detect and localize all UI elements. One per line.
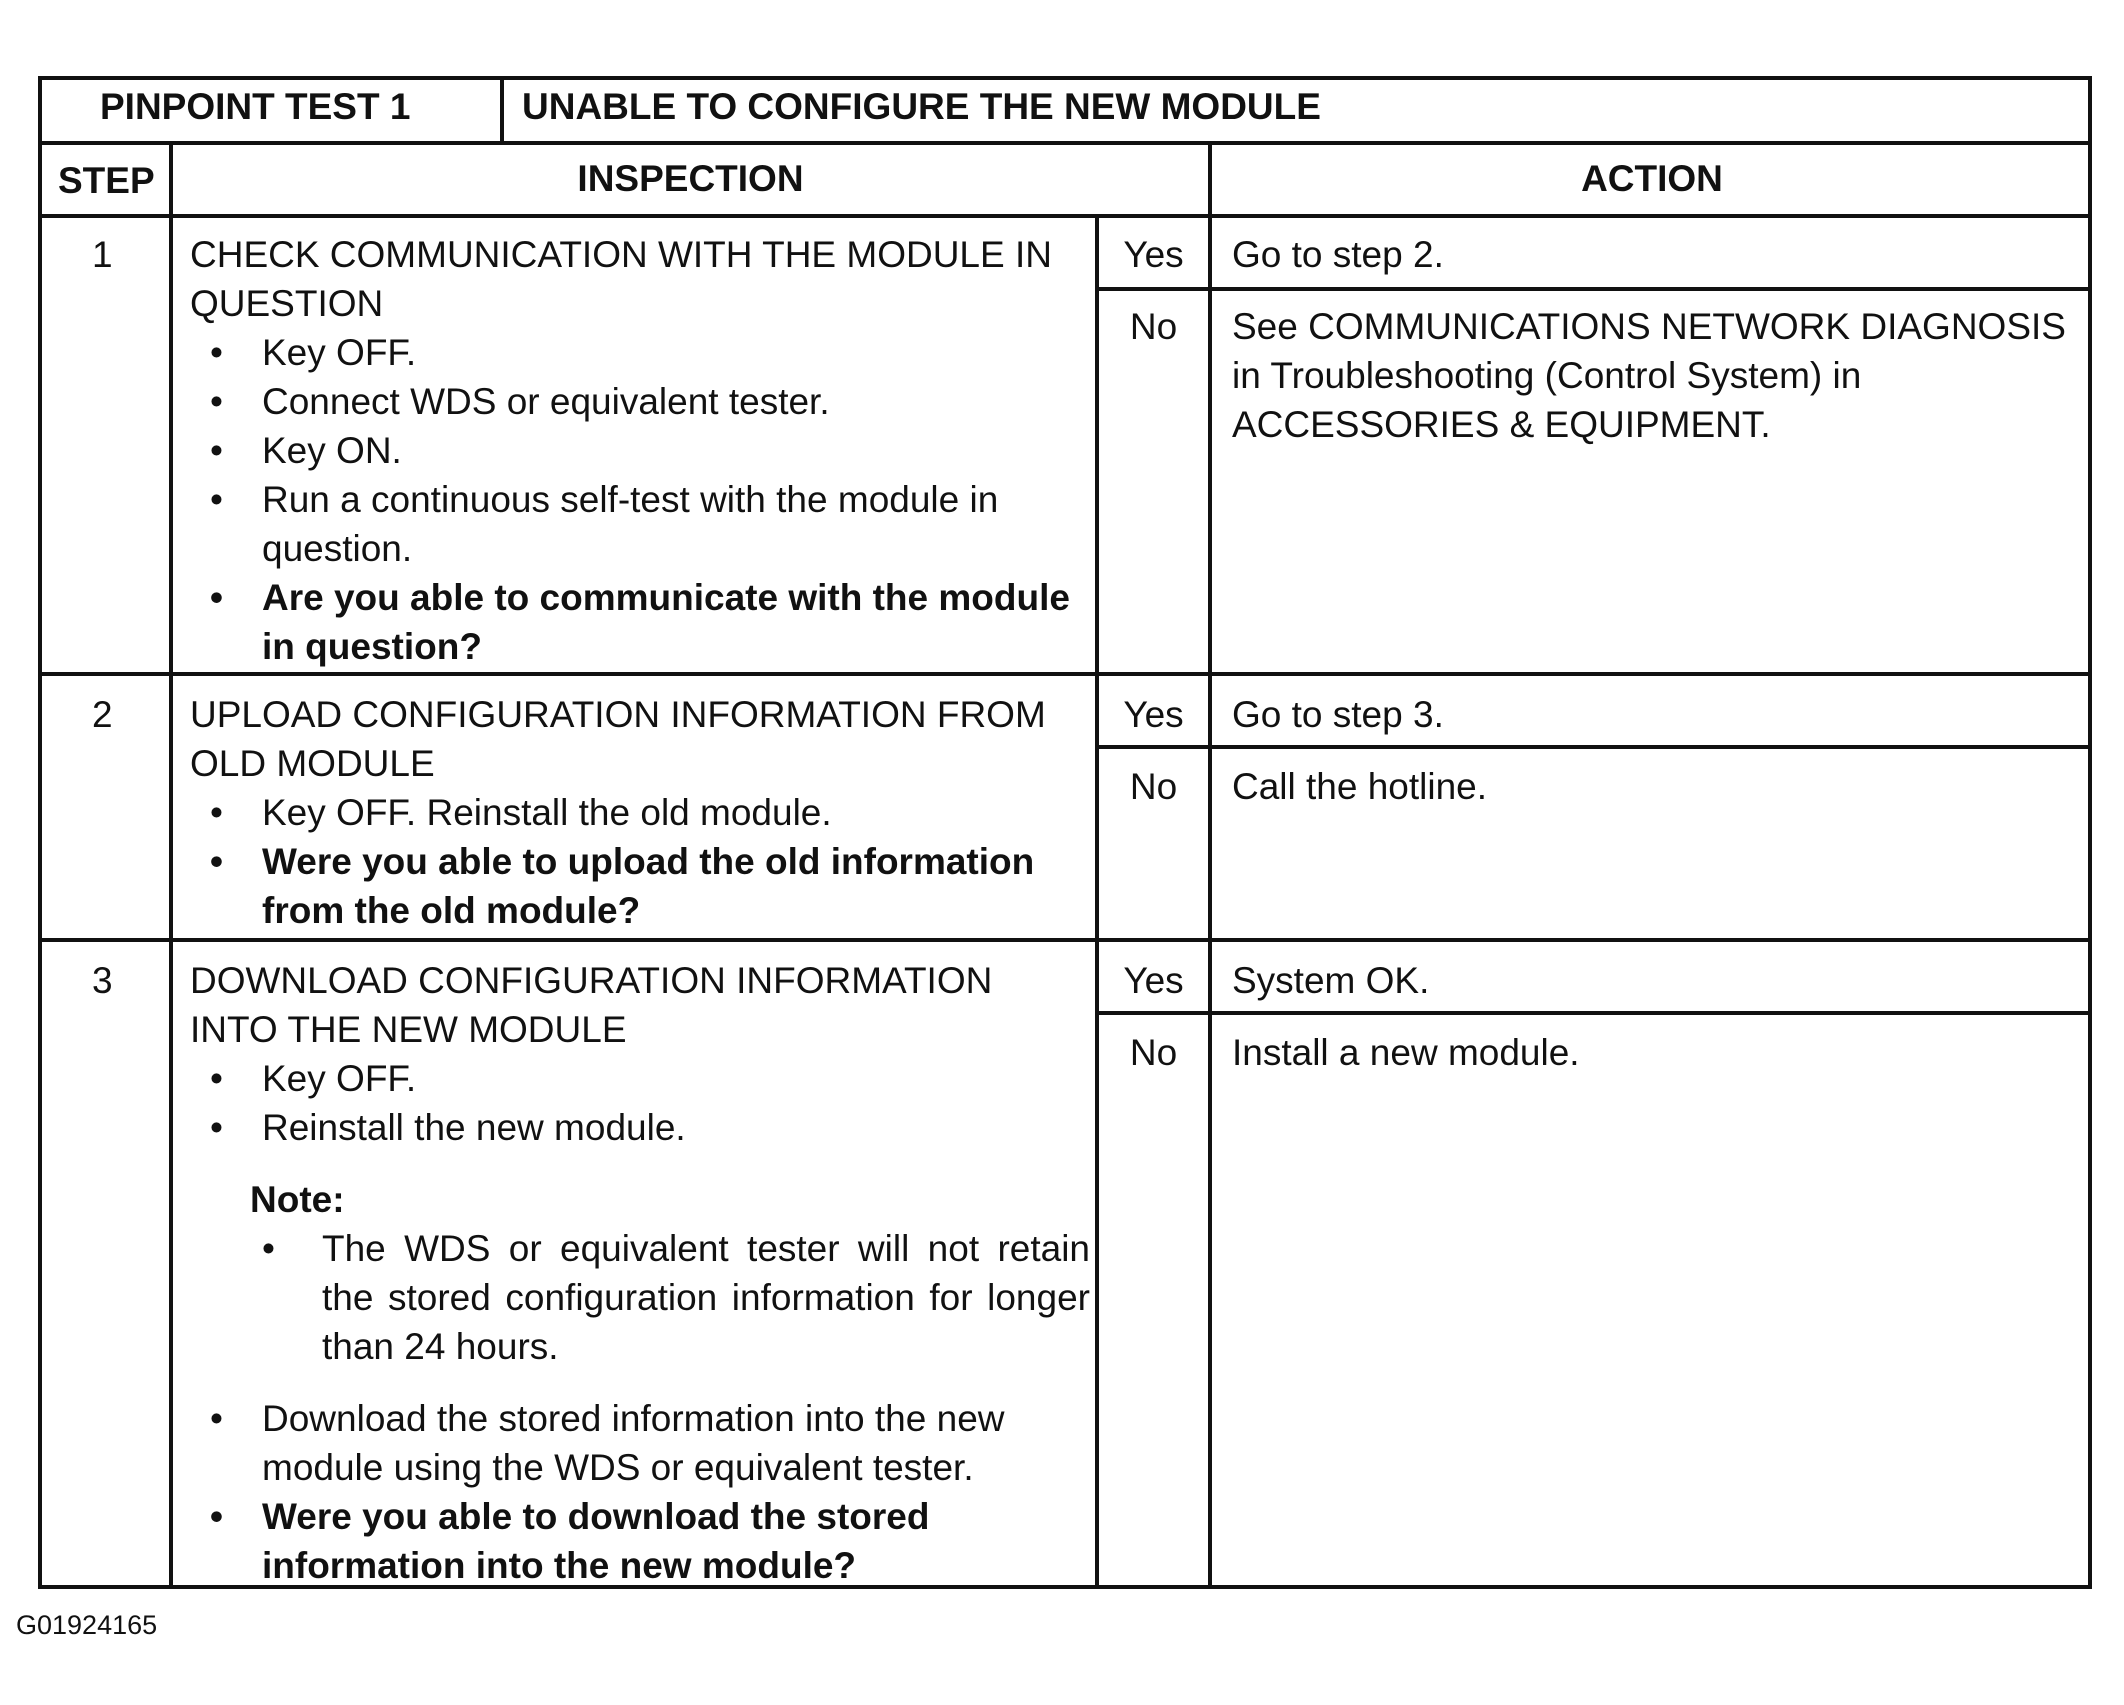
step-number: 3 (92, 960, 113, 1001)
figure-id: G01924165 (16, 1610, 158, 1640)
yes-action: Go to step 2. (1232, 234, 1444, 275)
step-inspection (190, 230, 1090, 671)
step-title: DOWNLOAD CONFIGURATION INFORMATION INTO THE NEW MODULE (190, 960, 993, 1050)
column-header-action: ACTION (1581, 158, 1723, 199)
step-inspection (190, 956, 1090, 1590)
list-item: • Key ON. (210, 430, 402, 471)
divider (1098, 1011, 2092, 1015)
note-item: • The WDS or equivalent tester will not retain the stored configuration information for longer than 24 hours. (262, 1228, 1090, 1367)
list-item: • Reinstall the new module. (210, 1107, 686, 1148)
column-header-inspection: INSPECTION (577, 158, 804, 199)
no-action-prefix: See (1232, 306, 1298, 347)
list-item: • Key OFF. (210, 332, 417, 373)
divider (1095, 214, 1099, 1589)
step-number: 2 (92, 694, 113, 735)
divider (38, 214, 2092, 218)
no-label: No (1129, 306, 1178, 347)
no-label: No (1129, 1032, 1178, 1073)
yes-label: Yes (1123, 234, 1184, 275)
yes-action: Go to step 3. (1232, 694, 1444, 735)
no-action: Call the hotline. (1232, 766, 1488, 807)
yes-label: Yes (1123, 694, 1184, 735)
divider (1098, 745, 2092, 749)
list-item: • Were you able to upload the old information from the old module? (210, 841, 1035, 931)
list-item: • Key OFF. Reinstall the old module. (210, 792, 832, 833)
no-action: Install a new module. (1232, 1032, 1580, 1073)
list-item: • Were you able to download the stored information into the new module? (210, 1496, 930, 1586)
step-inspection (190, 690, 1090, 935)
list-item: • Are you able to communicate with the module in question? (210, 577, 1070, 667)
list-item: • Download the stored information into the new module using the WDS or equivalent tester. (210, 1398, 1005, 1488)
no-label: No (1129, 766, 1178, 807)
yes-action: System OK. (1232, 960, 1430, 1001)
divider (38, 938, 2092, 942)
test-label: PINPOINT TEST 1 (100, 86, 411, 127)
step-title: UPLOAD CONFIGURATION INFORMATION FROM OLD MODULE (190, 694, 1046, 784)
column-header-step: STEP (58, 160, 155, 201)
step-number: 1 (92, 234, 113, 275)
no-action-suffix: in Troubleshooting (Control System) in ACCESSORIES & EQUIPMENT. (1232, 355, 1862, 445)
divider (1098, 287, 2092, 291)
list-item: • Connect WDS or equivalent tester. (210, 381, 830, 422)
yes-label: Yes (1123, 960, 1184, 1001)
note-block (250, 1175, 1090, 1371)
divider (38, 141, 2092, 145)
divider (38, 672, 2092, 676)
step-title: CHECK COMMUNICATION WITH THE MODULE IN QUESTION (190, 234, 1052, 324)
list-item: • Run a continuous self-test with the module in question. (210, 479, 999, 569)
divider (1208, 141, 1212, 1589)
no-action-emphasis: COMMUNICATIONS NETWORK DIAGNOSIS (1308, 306, 2066, 347)
divider (169, 141, 173, 1589)
no-action (1232, 302, 2092, 449)
divider (500, 76, 504, 143)
list-item: • Key OFF. (210, 1058, 417, 1099)
note-label: Note: (250, 1179, 345, 1220)
test-title: UNABLE TO CONFIGURE THE NEW MODULE (522, 86, 1321, 127)
